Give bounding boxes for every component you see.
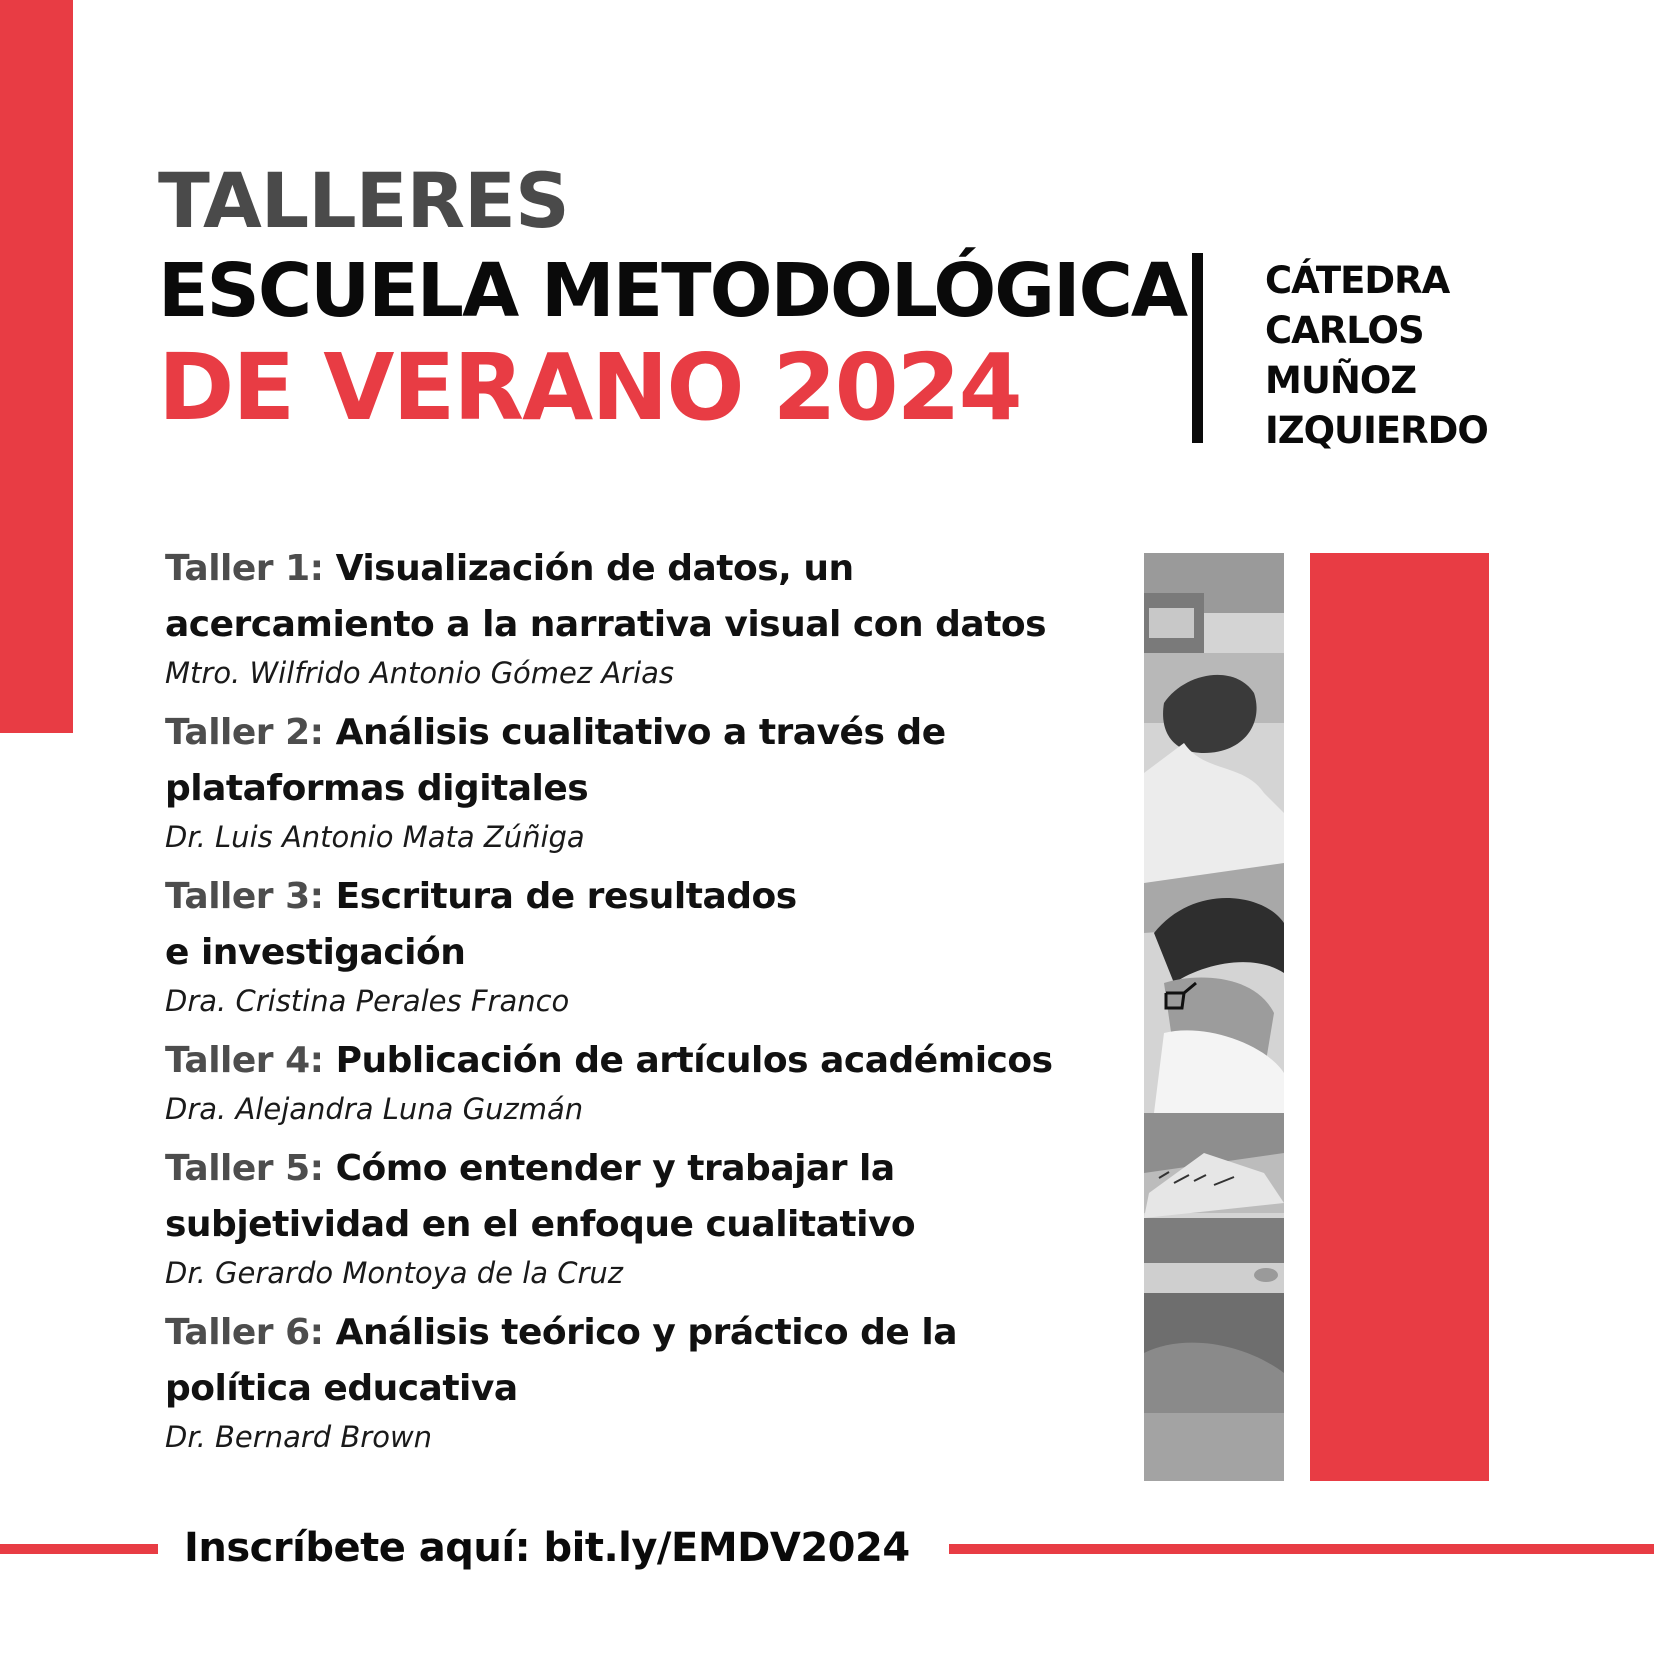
workshop-title bbox=[165, 869, 1095, 981]
workshop-title bbox=[165, 541, 1095, 653]
left-red-bar bbox=[0, 0, 73, 733]
workshop-teacher: Dr. Bernard Brown bbox=[165, 1420, 433, 1454]
catedra-line: IZQUIERDO bbox=[1265, 409, 1488, 452]
workshop-number: Taller 5: bbox=[165, 1148, 324, 1189]
illustration-strip bbox=[1144, 553, 1284, 1481]
workshop-item bbox=[165, 705, 1095, 857]
workshop-title-line: política educativa bbox=[165, 1368, 518, 1409]
workshop-title-line: Visualización de datos, un bbox=[335, 548, 854, 589]
catedra-line: CÁTEDRA bbox=[1265, 259, 1450, 302]
workshop-number: Taller 1: bbox=[165, 548, 324, 589]
registration-link[interactable]: Inscríbete aquí: bit.ly/EMDV2024 bbox=[184, 1525, 910, 1571]
workshop-title-line: Publicación de artículos académicos bbox=[335, 1040, 1053, 1081]
workshop-item bbox=[165, 1305, 1095, 1457]
workshop-item bbox=[165, 869, 1095, 1021]
workshop-item bbox=[165, 541, 1095, 693]
workshop-title-line: plataformas digitales bbox=[165, 768, 589, 809]
workshop-title-line: Escritura de resultados bbox=[335, 876, 797, 917]
workshop-title bbox=[165, 1033, 1095, 1089]
title-escuela: ESCUELA METODOLÓGICA bbox=[158, 248, 1187, 334]
workshop-teacher: Dra. Alejandra Luna Guzmán bbox=[165, 1092, 584, 1126]
workshop-teacher: Dr. Gerardo Montoya de la Cruz bbox=[165, 1256, 624, 1290]
workshop-number: Taller 4: bbox=[165, 1040, 324, 1081]
workshop-title bbox=[165, 1141, 1095, 1253]
catedra-block bbox=[1265, 256, 1488, 456]
title-talleres: TALLERES bbox=[158, 156, 569, 245]
illustration-image bbox=[1144, 553, 1284, 1481]
title-verano: DE VERANO 2024 bbox=[158, 334, 1021, 441]
workshop-number: Taller 2: bbox=[165, 712, 324, 753]
catedra-line: CARLOS bbox=[1265, 309, 1424, 352]
workshop-teacher: Mtro. Wilfrido Antonio Gómez Arias bbox=[165, 656, 675, 690]
workshop-title bbox=[165, 705, 1095, 817]
workshop-title-line: Cómo entender y trabajar la bbox=[335, 1148, 895, 1189]
workshop-teacher: Dr. Luis Antonio Mata Zúñiga bbox=[165, 820, 585, 854]
vertical-divider bbox=[1192, 253, 1203, 443]
right-red-bar bbox=[1310, 553, 1489, 1481]
workshop-title-line: Análisis cualitativo a través de bbox=[335, 712, 946, 753]
workshop-title-line: subjetividad en el enfoque cualitativo bbox=[165, 1204, 916, 1245]
title-block bbox=[158, 156, 1187, 441]
catedra-line: MUÑOZ bbox=[1265, 359, 1417, 402]
workshop-item bbox=[165, 1141, 1095, 1293]
footer-line-left bbox=[0, 1544, 158, 1554]
workshop-list bbox=[165, 541, 1095, 1469]
workshop-title-line: acercamiento a la narrativa visual con datos bbox=[165, 604, 1047, 645]
workshop-title-line: e investigación bbox=[165, 932, 466, 973]
workshop-number: Taller 3: bbox=[165, 876, 324, 917]
footer-line-right bbox=[949, 1544, 1654, 1554]
workshop-title-line: Análisis teórico y práctico de la bbox=[335, 1312, 958, 1353]
workshop-item bbox=[165, 1033, 1095, 1129]
workshop-number: Taller 6: bbox=[165, 1312, 324, 1353]
workshop-title bbox=[165, 1305, 1095, 1417]
workshop-teacher: Dra. Cristina Perales Franco bbox=[165, 984, 570, 1018]
